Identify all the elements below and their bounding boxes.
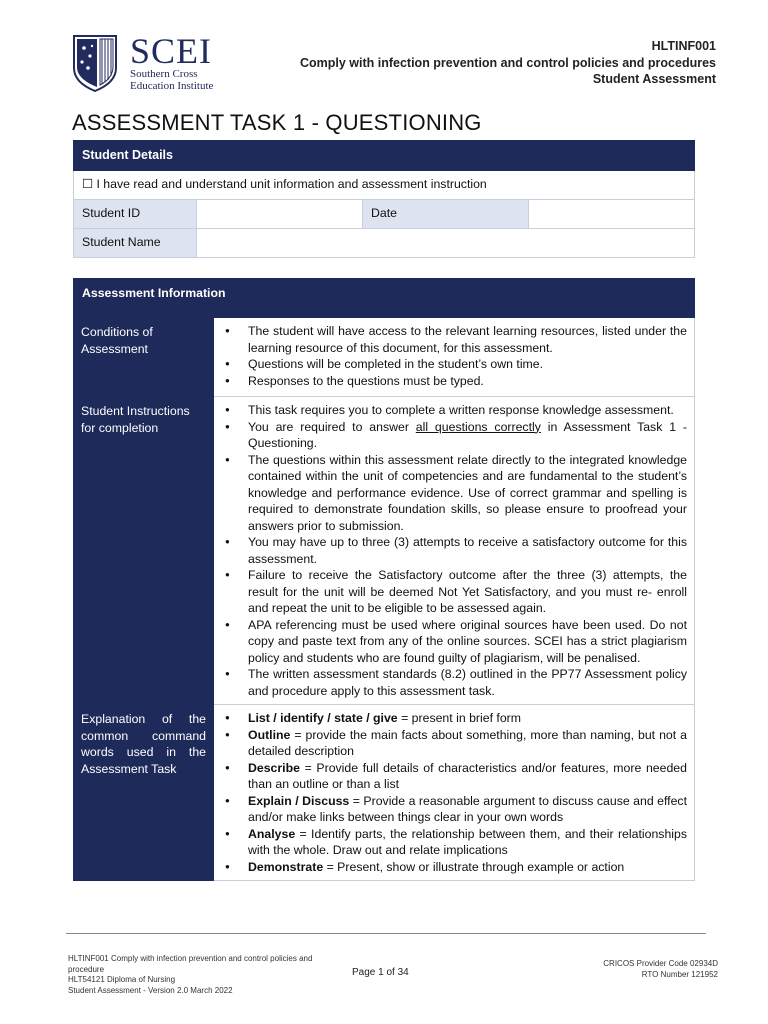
- page-title: ASSESSMENT TASK 1 - QUESTIONING: [72, 110, 482, 135]
- page-header: [0, 0, 768, 110]
- document-type: Student Assessment: [592, 72, 716, 86]
- command-description: = Present, show or illustrate through example or action: [323, 859, 625, 874]
- conditions-label: Conditions of Assessment: [74, 318, 214, 397]
- command-term: Outline: [248, 727, 291, 742]
- conditions-content: [214, 318, 695, 397]
- assessment-information-heading: Assessment Information: [74, 279, 695, 318]
- instruction-text: You are required to answer: [248, 419, 416, 434]
- command-words-label: Explanation of the common command words used in the Assessment Task: [74, 705, 214, 881]
- command-term: Analyse: [248, 826, 296, 841]
- list-item: ● Failure to receive the Satisfactory outcome after the three (3) attempts, the result for the unit will be deemed Not Yet Satisfactory, and you must re- enroll and repeat the unit to be eligible to be assessed again.: [220, 567, 687, 617]
- command-description: = Provide full details of characteristics and/or features, more needed than an outline or than a list: [248, 760, 687, 791]
- footer-divider: [66, 933, 706, 934]
- list-item: [220, 859, 687, 876]
- command-term: Explain / Discuss: [248, 793, 350, 808]
- unit-code: HLTINF001: [651, 39, 716, 53]
- student-details-table: [73, 140, 695, 258]
- list-item: ● APA referencing must be used where original sources have been used. Do not copy and paste text from any of the online sources. SCEI has a strict plagiarism policy and students who are found guilty of plagiarism, will be penalised.: [220, 617, 687, 667]
- logo-wordmark: SCEI: [130, 31, 213, 71]
- list-item: [220, 793, 687, 826]
- list-item: [220, 727, 687, 760]
- page-number: Page 1 of 34: [352, 967, 409, 978]
- assessment-information-table: [73, 278, 695, 881]
- student-name-field[interactable]: [197, 229, 695, 258]
- student-name-label: Student Name: [74, 229, 197, 258]
- command-term: Describe: [248, 760, 300, 775]
- list-item: [220, 419, 687, 452]
- instruction-text: in Assessment Task 1 - Questioning.: [248, 419, 687, 450]
- cricos-code: CRICOS Provider Code 02934D: [603, 959, 718, 968]
- command-words-list: [220, 710, 687, 875]
- list-item: ● The questions within this assessment relate directly to the integrated knowledge contained within the unit of competencies and are fundamental to the student’s knowledge and performance evidence. Use of correct grammar and spelling is required to demonstrate foundation skills, so please ensure to proofread your answers prior to submission.: [220, 452, 687, 535]
- student-id-label: Student ID: [74, 200, 197, 229]
- command-description: = present in brief form: [397, 711, 522, 725]
- student-details-heading: Student Details: [74, 141, 695, 171]
- conditions-list: [220, 323, 687, 389]
- acknowledgement-label: I have read and understand unit information and assessment instruction: [96, 177, 487, 191]
- list-item: [220, 710, 687, 727]
- instructions-list: [220, 402, 687, 699]
- document-meta: [300, 38, 716, 88]
- list-item: [220, 760, 687, 793]
- command-description: = Provide a reasonable argument to discuss cause and effect and/or make links between things clear in your own words: [248, 793, 687, 824]
- command-term: List / identify / state / give: [248, 711, 398, 725]
- list-item: [220, 826, 687, 859]
- logo-subtitle: [130, 68, 213, 92]
- date-field[interactable]: [529, 200, 695, 229]
- instructions-label: Student Instructions for completion: [74, 397, 214, 705]
- date-label: Date: [363, 200, 529, 229]
- rto-number: RTO Number 121952: [641, 969, 718, 979]
- list-item: ● Responses to the questions must be typed.: [220, 373, 687, 390]
- list-item: ● The written assessment standards (8.2) outlined in the PP77 Assessment policy and procedure apply to this assessment task.: [220, 666, 687, 699]
- list-item: ● The student will have access to the relevant learning resources, listed under the learning resource of this document, for this assessment.: [220, 323, 687, 356]
- footer-document-info: [68, 954, 338, 996]
- footer-version: Student Assessment - Version 2.0 March 2022: [68, 985, 233, 995]
- command-description: = provide the main facts about something, more than naming, but not a detailed description: [248, 727, 687, 758]
- logo-subtitle-line1: Southern Cross: [130, 68, 198, 80]
- instructions-content: [214, 397, 695, 705]
- command-term: Demonstrate: [248, 859, 324, 874]
- list-item: ● You may have up to three (3) attempts to receive a satisfactory outcome for this assessment.: [220, 534, 687, 567]
- logo-subtitle-line2: Education Institute: [130, 80, 214, 92]
- instruction-emphasis: all questions correctly: [415, 419, 541, 434]
- list-item: ● Questions will be completed in the student’s own time.: [220, 356, 687, 373]
- acknowledgement-row: [74, 171, 695, 200]
- command-description: = Identify parts, the relationship between them, and their relationships with the whole. Draw out and relate implications: [248, 826, 687, 857]
- footer-course: HLT54121 Diploma of Nursing: [68, 975, 176, 984]
- acknowledgement-checkbox[interactable]: ☐: [82, 177, 94, 191]
- command-words-content: [214, 705, 695, 881]
- shield-logo-icon: [72, 34, 118, 92]
- scei-logo: [72, 31, 262, 94]
- student-id-field[interactable]: [197, 200, 363, 229]
- footer-provider-info: [603, 959, 718, 980]
- unit-title: Comply with infection prevention and control policies and procedures: [299, 55, 716, 70]
- footer-unit: HLTINF001 Comply with infection prevention and control policies and procedure: [68, 954, 313, 974]
- list-item: ● This task requires you to complete a written response knowledge assessment.: [220, 402, 687, 419]
